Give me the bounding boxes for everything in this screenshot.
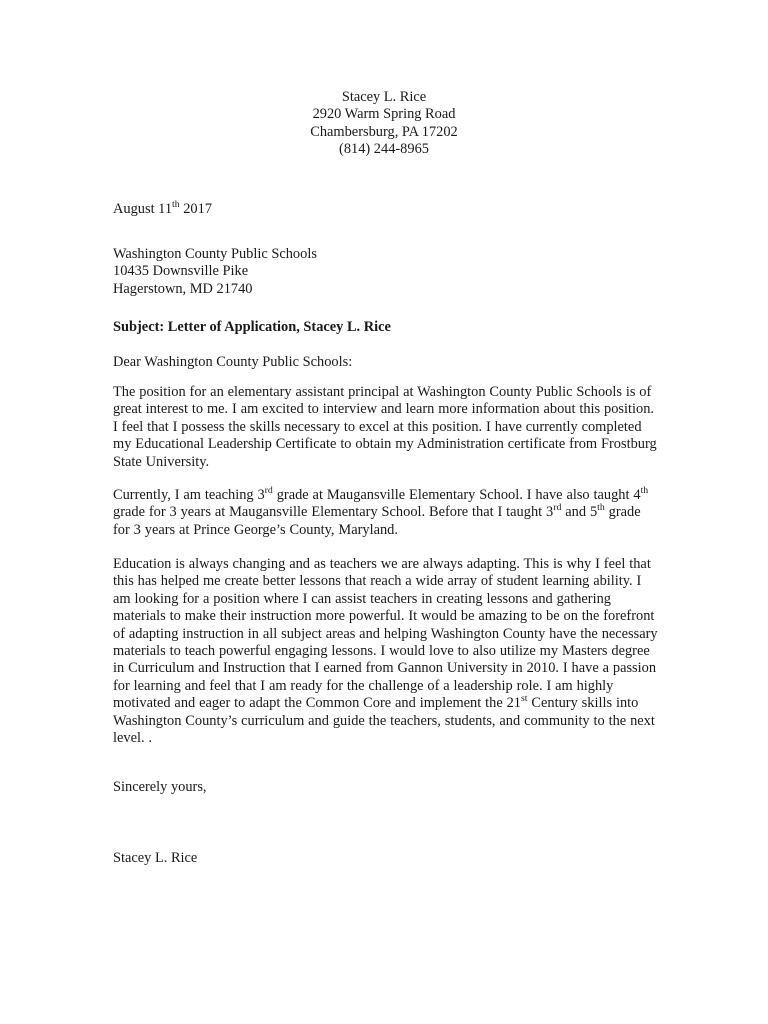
date-year: 2017 bbox=[179, 201, 213, 217]
p2-ordinal-5th: th bbox=[597, 502, 605, 514]
sender-street: 2920 Warm Spring Road bbox=[312, 106, 456, 123]
body-paragraph-2 bbox=[113, 487, 659, 539]
sender-name: Stacey L. Rice bbox=[341, 89, 427, 105]
body-paragraph-1 bbox=[113, 384, 659, 471]
p2-ordinal-3rd: rd bbox=[264, 485, 273, 497]
date-month-day: August 11 bbox=[113, 201, 173, 217]
paragraph-1-text: The position for an elementary assistant principal at Washington County Public Schools is of great interest to me. I am excited to interview and learn more information about this position. I feel that I possess the skills necessary to excel at this position. I have currently completed my Educational Leadership Certificate to obtain my Administration certificate from Frostburg State University. bbox=[113, 384, 657, 470]
p2-segment-4: and 5 bbox=[561, 504, 598, 521]
paragraph-2-text bbox=[113, 487, 659, 539]
p2-ordinal-3rd-b: rd bbox=[553, 502, 562, 514]
p2-segment-5: grade for 3 years at Prince George’s County, Maryland. bbox=[113, 504, 641, 538]
letter-date bbox=[113, 201, 659, 218]
valediction: Sincerely yours, bbox=[113, 779, 207, 795]
recipient-city-state-zip: Hagerstown, MD 21740 bbox=[113, 280, 253, 297]
p3-segment-2: Century skills into Washington County’s curriculum and guide the teachers, students, and community to the next level. . bbox=[113, 695, 655, 747]
date-ordinal-suffix: th bbox=[172, 199, 180, 211]
paragraph-3-text bbox=[113, 556, 659, 747]
p2-segment-1: Currently, I am teaching 3 bbox=[113, 487, 265, 503]
sender-phone: (814) 244-8965 bbox=[339, 141, 429, 158]
p3-ordinal-21st: st bbox=[521, 693, 528, 705]
recipient-organization: Washington County Public Schools bbox=[113, 246, 317, 262]
p3-segment-1: Education is always changing and as teachers we are always adapting. This is why I feel that this has helped me create better lessons that reach a wide array of student learning ability. I am looking for a position where I can assist teachers in creating lessons and gathering materials to make their instruction more powerful. It would be amazing to be on the forefront of adapting instruction in all subject areas and helping Washington County have the necessary materials to teach powerful engaging lessons. I would love to also utilize my Masters degree in Curriculum and Instruction that I earned from Gannon University in 2010. I have a passion for learning and feel that I am ready for the challenge of a leadership role. I am highly motivated and eager to adapt the Common Core and implement the 21 bbox=[113, 556, 658, 712]
signature-name: Stacey L. Rice bbox=[113, 850, 198, 866]
recipient-street: 10435 Downsville Pike bbox=[113, 263, 249, 280]
p2-ordinal-4th: th bbox=[640, 485, 649, 497]
p2-segment-2: grade at Maugansville Elementary School. I have also taught 4 bbox=[272, 487, 641, 503]
salutation-line: Dear Washington County Public Schools: bbox=[113, 354, 353, 370]
sender-city-state-zip: Chambersburg, PA 17202 bbox=[310, 123, 458, 140]
p2-segment-3: grade for 3 years at Maugansville Elementary School. Before that I taught 3 bbox=[113, 504, 554, 521]
recipient-address-block bbox=[113, 246, 659, 298]
subject-line: Subject: Letter of Application, Stacey L. Rice bbox=[113, 319, 391, 335]
letterhead-block bbox=[113, 89, 655, 159]
body-paragraph-3 bbox=[113, 556, 659, 747]
